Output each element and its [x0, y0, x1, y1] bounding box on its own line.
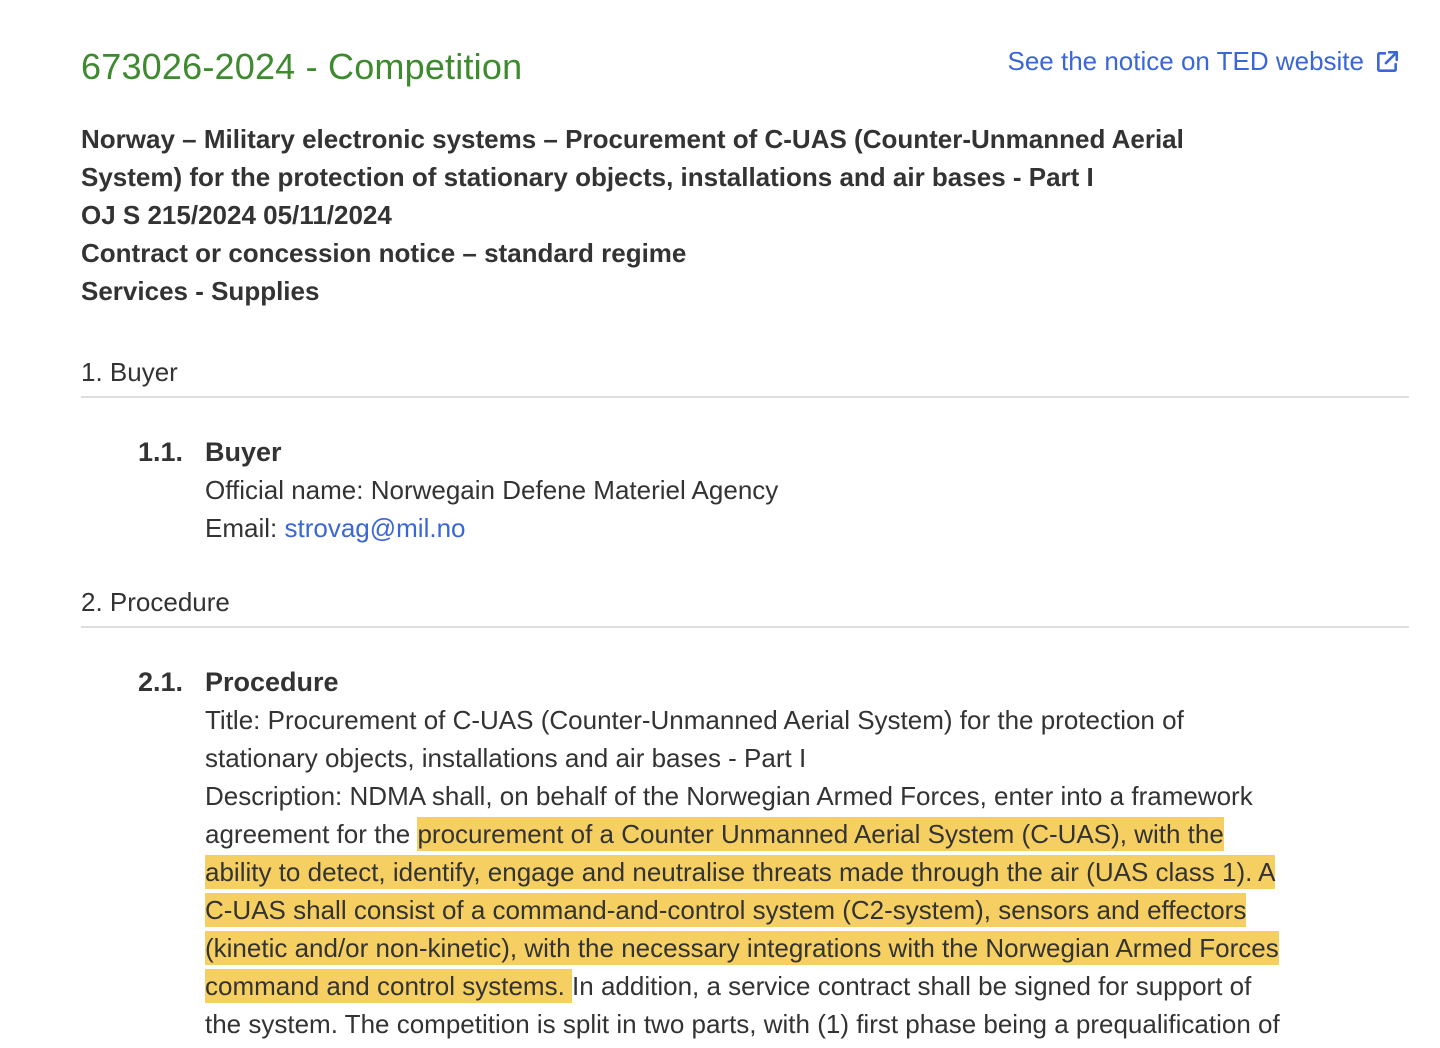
description-label: Description: [205, 781, 343, 811]
section-heading-procedure: 2. Procedure [81, 587, 1409, 628]
description-line4 [205, 891, 1398, 929]
oj-reference: OJ S 215/2024 05/11/2024 [81, 200, 392, 230]
contract-type: Services - Supplies [81, 276, 320, 306]
summary-title-line1: Norway – Military electronic systems – Procurement of C-UAS (Counter-Unmanned Aerial [81, 124, 1184, 154]
description-line2 [205, 815, 1398, 853]
official-name-row [205, 471, 1398, 509]
email-row [205, 509, 1398, 547]
email-label: Email: [205, 513, 278, 543]
highlighted-text: command and control systems. [205, 971, 573, 1001]
procedure-title-value-line1: Procurement of C-UAS (Counter-Unmanned Aerial System) for the protection of [267, 705, 1184, 735]
subsection-number: 1.1. [138, 437, 184, 467]
subsection-procedure [138, 663, 1398, 1043]
description-text: NDMA shall, on behalf of the Norwegian Armed Forces, enter into a framework [349, 781, 1253, 811]
procedure-title-label: Title: [205, 705, 261, 735]
email-link[interactable]: strovag@mil.no [284, 513, 466, 543]
subsection-title-buyer [138, 433, 1398, 471]
subsection-title: Procedure [205, 667, 339, 697]
buyer-details [205, 471, 1398, 547]
notice-summary [81, 120, 1381, 310]
procedure-title-line1 [205, 701, 1398, 739]
subsection-buyer [138, 433, 1398, 547]
description-line6 [205, 967, 1398, 1005]
description-line5 [205, 929, 1398, 967]
notice-type: Contract or concession notice – standard regime [81, 238, 687, 268]
subsection-title-procedure [138, 663, 1398, 701]
highlighted-text: ability to detect, identify, engage and neutralise threats made through the air (UAS class 1). A [205, 857, 1276, 887]
external-link-icon [1374, 49, 1400, 75]
section-heading-buyer: 1. Buyer [81, 357, 1409, 398]
description-line1 [205, 777, 1398, 815]
description-line7: the system. The competition is split in two parts, with (1) first phase being a prequalification of [205, 1009, 1280, 1039]
subsection-number: 2.1. [138, 667, 184, 697]
official-name-label: Official name: [205, 475, 364, 505]
ted-link-label: See the notice on TED website [1007, 46, 1364, 76]
official-name-value: Norwegain Defene Materiel Agency [370, 475, 779, 505]
description-text: agreement for the [205, 819, 418, 849]
procedure-title-value-line2: stationary objects, installations and air bases - Part I [205, 743, 807, 773]
highlighted-text: C-UAS shall consist of a command-and-control system (C2-system), sensors and effectors [205, 895, 1247, 925]
highlighted-text: procurement of a Counter Unmanned Aerial System (C-UAS), with the [417, 819, 1224, 849]
description-text: In addition, a service contract shall be signed for support of [572, 971, 1252, 1001]
procedure-details [205, 701, 1398, 1043]
summary-title-line2: System) for the protection of stationary objects, installations and air bases - Part I [81, 162, 1094, 192]
highlighted-text: (kinetic and/or non-kinetic), with the necessary integrations with the Norwegian Armed Forces [205, 933, 1279, 963]
subsection-title: Buyer [205, 437, 282, 467]
ted-website-link[interactable] [1007, 46, 1400, 77]
notice-id-title: 673026-2024 - Competition [81, 46, 523, 87]
description-line3 [205, 853, 1398, 891]
